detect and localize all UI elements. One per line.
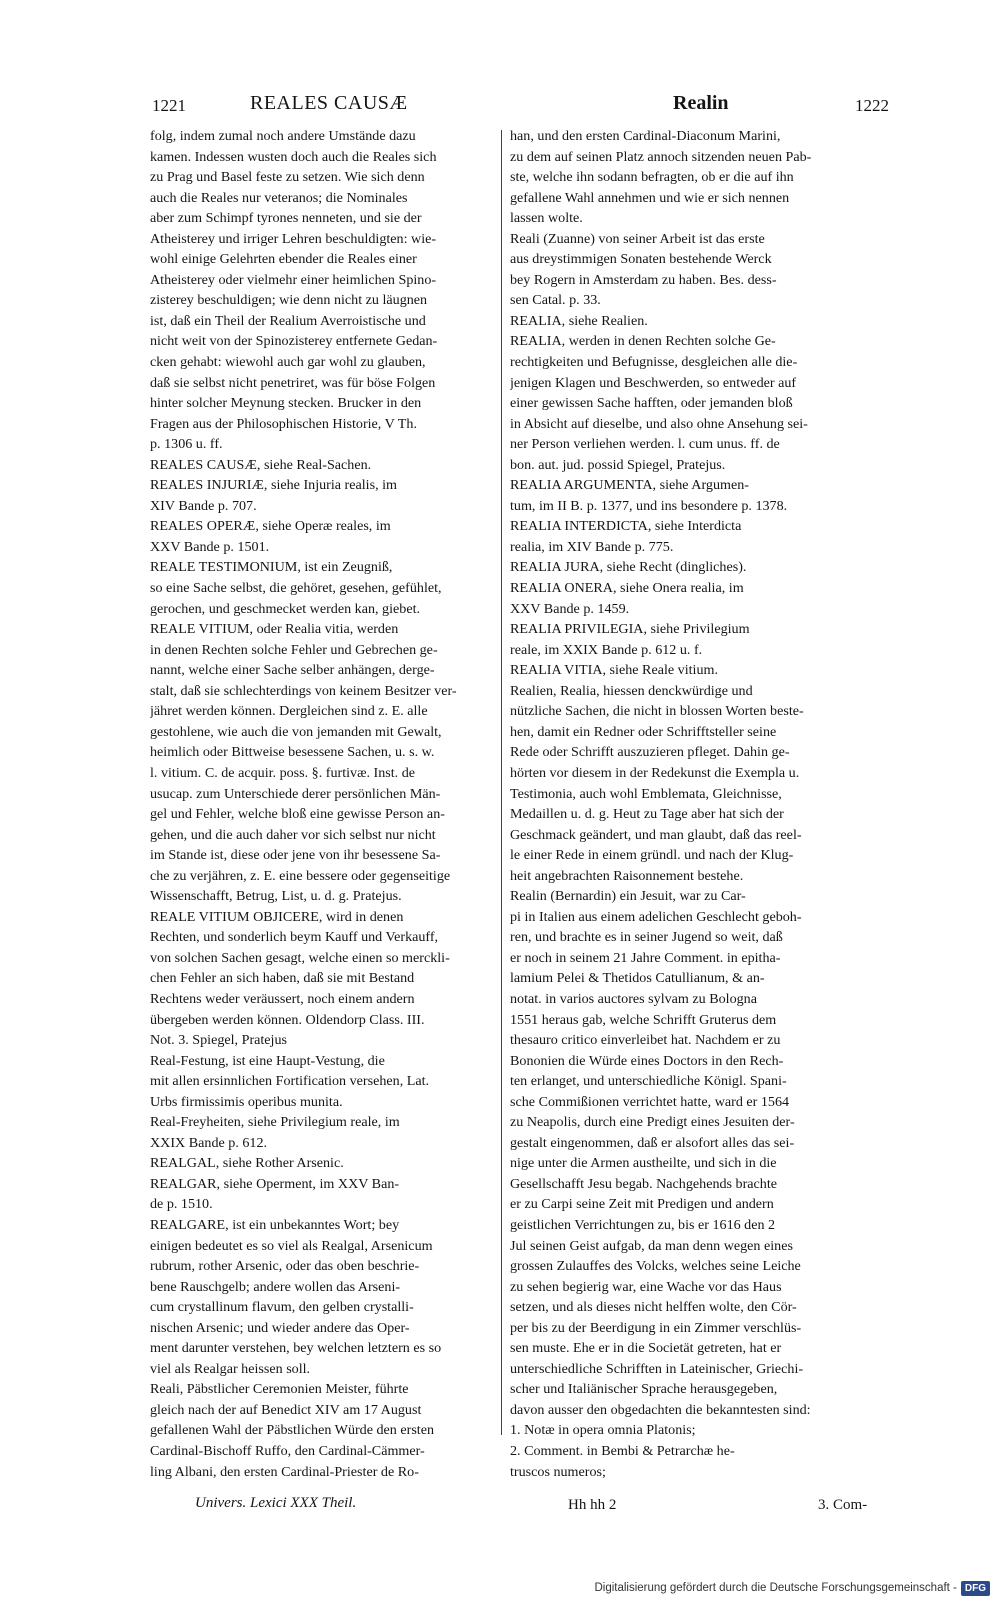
text-line: de p. 1510. [150, 1196, 213, 1213]
text-line: geistlichen Verrichtungen zu, bis er 1616 den 2 [510, 1216, 776, 1233]
text-line: Medaillen u. d. g. Heut zu Tage aber hat sich der [510, 806, 784, 823]
text-line: zu sehen begierig war, eine Wache vor das Haus [510, 1278, 782, 1295]
text-line: grossen Zulauffes des Volcks, welches seine Leiche [510, 1258, 801, 1275]
text-line: REALE VITIUM OBJICERE, wird in denen [150, 908, 404, 925]
text-line: jenigen Klagen und Beschwerden, so entweder auf [510, 374, 797, 391]
text-line: Reali (Zuanne) von seiner Arbeit ist das erste [510, 230, 765, 247]
text-line: gefallene Wahl annehmen und wie er sich nennen [510, 189, 790, 206]
text-line: daß sie selbst nicht penetriret, was für böse Folgen [150, 374, 436, 391]
text-line: thesauro critico einverleibet hat. Nachdem er zu [510, 1032, 781, 1049]
text-line: usucap. zum Unterschiede derer persönlichen Män- [150, 785, 441, 802]
text-line: gefallenen Wahl der Päbstlichen Würde den ersten [150, 1422, 435, 1439]
column-divider [501, 130, 502, 1435]
text-line: hinter solcher Meynung stecken. Brucker in den [150, 395, 422, 412]
text-line: che zu verjähren, z. E. eine bessere oder gegenseitige [150, 867, 451, 884]
text-line: REALIA INTERDICTA, siehe Interdicta [510, 518, 742, 535]
text-line: chen Fehler an sich haben, daß sie mit Bestand [150, 970, 415, 987]
text-line: l. vitium. C. de acquir. poss. §. furtivæ. Inst. de [150, 764, 416, 781]
digitization-footer [594, 1577, 990, 1599]
text-line: Reali, Päbstlicher Ceremonien Meister, führte [150, 1381, 409, 1398]
text-line: p. 1306 u. ff. [150, 436, 223, 453]
text-line: REALIA VITIA, siehe Reale vitium. [510, 662, 718, 679]
text-line: sche Commißionen verrichtet hatte, ward er 1564 [510, 1093, 790, 1110]
text-line: nischen Arsenic; und wieder andere das Oper- [150, 1319, 410, 1336]
text-line: auch die Reales nur veteranos; die Nominales [150, 189, 408, 206]
text-line: Cardinal-Bischoff Ruffo, den Cardinal-Cämmer- [150, 1443, 425, 1459]
text-line: sen muste. Ehe er in die Societät getreten, hat er [510, 1340, 782, 1357]
catchword-volume: Univers. Lexici XXX Theil. [195, 1495, 357, 1511]
text-line: REALIA ARGUMENTA, siehe Argumen- [510, 477, 749, 494]
text-line: REALGAL, siehe Rother Arsenic. [150, 1155, 344, 1172]
page-number-left: 1221 [152, 96, 186, 115]
text-line: mit allen ersinnlichen Fortification versehen, Lat. [150, 1073, 430, 1090]
text-line: Realin (Bernardin) ein Jesuit, war zu Car- [510, 888, 746, 905]
page-number-right: 1222 [855, 96, 889, 115]
text-line: bene Rauschgelb; andere wollen das Arseni- [150, 1278, 401, 1295]
page-header [148, 86, 893, 126]
text-line: nige unter die Armen austheilte, und sich in die [510, 1155, 777, 1172]
text-line: Rechten, und sonderlich beym Kauff und Verkauff, [150, 929, 439, 946]
text-line: Atheisterey und irriger Lehren beschuldigten: wie- [150, 230, 437, 247]
text-line: REALES OPERÆ, siehe Operæ reales, im [150, 518, 391, 535]
text-line: REALIA, werden in denen Rechten solche Ge- [510, 333, 776, 350]
text-line: in denen Rechten solche Fehler und Gebrechen ge- [150, 641, 438, 658]
text-line: 1551 heraus gab, welche Schrifft Gruterus dem [510, 1011, 777, 1028]
text-line: einer gewissen Sache hafften, oder jemanden bloß [510, 395, 793, 412]
custos-word: 3. Com- [818, 1497, 868, 1513]
text-line: ren, und brachte es in seiner Jugend so weit, daß [510, 929, 783, 946]
text-line: Gesellschafft Jesu begab. Nachgehends brachte [510, 1175, 778, 1192]
left-text-column [150, 126, 500, 1482]
text-line: lamium Pelei & Thetidos Catullianum, & an- [510, 970, 765, 987]
text-line: rubrum, rother Arsenic, oder das oben beschrie- [150, 1258, 420, 1275]
text-line: Rede oder Schrifft auszuzieren pfleget. Dahin ge- [510, 744, 790, 761]
text-line: REALE VITIUM, oder Realia vitia, werden [150, 621, 399, 638]
text-line: nützliche Sachen, die nicht in blossen Worten beste- [510, 703, 804, 720]
right-text-column [510, 126, 878, 1482]
text-line: cum crystallinum flavum, den gelben crystalli- [150, 1299, 414, 1316]
text-line: aus dreystimmigen Sonaten bestehende Werck [510, 251, 772, 268]
text-line: REALIA ONERA, siehe Onera realia, im [510, 580, 744, 597]
text-line: XXV Bande p. 1459. [510, 600, 630, 617]
text-line: wohl einige Gelehrten ebender die Reales einer [150, 251, 417, 268]
text-line: XXV Bande p. 1501. [150, 538, 270, 555]
text-line: setzen, und als dieses nicht helffen wolte, den Cör- [510, 1299, 797, 1316]
text-line: Bononien die Würde eines Doctors in den Rech- [510, 1052, 784, 1069]
text-line: ling Albani, den ersten Cardinal-Priester de Ro- [150, 1463, 419, 1480]
text-line: hörten vor diesem in der Redekunst die Exempla u. [510, 764, 800, 781]
running-title-left: REALES CAUSÆ [250, 92, 408, 114]
text-line: davon ausser den obgedachten die bekanntesten sind: [510, 1401, 811, 1418]
text-line: bey Rogern in Amsterdam zu haben. Bes. dess- [510, 271, 777, 288]
text-line: reale, im XXIX Bande p. 612 u. f. [510, 641, 703, 658]
text-line: XIV Bande p. 707. [150, 497, 257, 514]
text-line: Wissenschafft, Betrug, List, u. d. g. Pratejus. [150, 888, 402, 905]
text-line: aber zum Schimpf tyrones nenneten, und sie der [150, 210, 422, 227]
text-line: er zu Carpi seine Zeit mit Predigen und andern [510, 1196, 774, 1213]
text-line: heit angebrachten Raisonnement bestehe. [510, 867, 744, 884]
text-line: ner Person verliehen werden. l. cum unus. ff. de [510, 436, 780, 453]
text-line: REALIA PRIVILEGIA, siehe Privilegium [510, 621, 750, 638]
text-line: REALGARE, ist ein unbekanntes Wort; bey [150, 1216, 400, 1233]
footer-credit: Digitalisierung gefördert durch die Deutsche Forschungsgemeinschaft - [594, 1582, 957, 1594]
text-line: Not. 3. Spiegel, Pratejus [150, 1032, 288, 1049]
text-line: nicht weit von der Spinozisterey entfernete Gedan- [150, 333, 438, 350]
text-line: realia, im XIV Bande p. 775. [510, 538, 674, 555]
text-line: REALES CAUSÆ, siehe Real-Sachen. [150, 456, 372, 473]
text-line: Realien, Realia, hiessen denckwürdige und [510, 682, 753, 699]
text-line: nannt, welche einer Sache selber anhängen, derge- [150, 662, 435, 679]
text-line: kamen. Indessen wusten doch auch die Reales sich [150, 148, 437, 165]
text-line: han, und den ersten Cardinal-Diaconum Marini, [510, 128, 781, 144]
text-line: truscos numeros; [510, 1463, 606, 1480]
text-line: ment darunter verstehen, bey welchen letztern es so [150, 1340, 442, 1357]
text-line: gel und Fehler, welche bloß eine gewisse Person an- [150, 806, 445, 823]
text-line: übergeben werden können. Oldendorp Class. III. [150, 1011, 425, 1028]
text-line: Geschmack geändert, und man glaubt, daß das reel- [510, 826, 802, 843]
text-line: sen Catal. p. 33. [510, 292, 601, 309]
text-line: 2. Comment. in Bembi & Petrarchæ he- [510, 1443, 735, 1459]
text-line: von solchen Sachen gesagt, welche einen so merckli- [150, 949, 450, 966]
text-line: pi in Italien aus einem adelichen Geschlecht geboh- [510, 908, 802, 925]
text-line: per bis zu der Beerdigung in ein Zimmer verschlüs- [510, 1319, 802, 1336]
text-line: notat. in varios auctores sylvam zu Bologna [510, 990, 757, 1007]
text-line: Rechtens weder veräussert, noch einem andern [150, 990, 415, 1007]
text-line: so eine Sache selbst, die gehöret, gesehen, gefühlet, [150, 580, 442, 597]
text-line: Urbs firmissimis operibus munita. [150, 1093, 343, 1110]
text-line: hen, damit ein Redner oder Schrifftsteller seine [510, 723, 777, 740]
text-line: einigen bedeutet es so viel als Realgal, Arsenicum [150, 1237, 433, 1254]
signature-mark: Hh hh 2 [568, 1497, 617, 1513]
text-line: gestalt eingenommen, daß er alsofort alles das sei- [510, 1134, 795, 1151]
text-line: bon. aut. jud. possid Spiegel, Pratejus. [510, 456, 726, 473]
text-line: viel als Realgar heissen soll. [150, 1360, 311, 1377]
text-line: zu dem auf seinen Platz annoch sitzenden neuen Pab- [510, 148, 812, 165]
text-line: gleich nach der auf Benedict XIV am 17 August [150, 1401, 422, 1418]
text-line: Real-Festung, ist eine Haupt-Vestung, die [150, 1052, 385, 1069]
text-line: cken gehabt: wiewohl auch gar wohl zu glauben, [150, 354, 426, 371]
text-line: REALGAR, siehe Operment, im XXV Ban- [150, 1175, 400, 1192]
text-line: jähret werden können. Dergleichen sind z. E. alle [150, 703, 428, 720]
text-line: folg, indem zumal noch andere Umstände dazu [150, 128, 416, 144]
text-line: zu Prag und Basel feste zu setzen. Wie sich denn [150, 169, 425, 186]
text-line: heimlich oder Bittweise besessene Sachen, u. s. w. [150, 744, 435, 761]
text-line: gerochen, und geschmecket werden kan, giebet. [150, 600, 421, 617]
text-line: ten erlanget, und unterschiedliche Königl. Spani- [510, 1073, 787, 1090]
text-line: lassen wolte. [510, 210, 583, 227]
text-line: REALES INJURIÆ, siehe Injuria realis, im [150, 477, 397, 494]
text-line: unterschiedliche Schrifften in Lateinischer, Griechi- [510, 1360, 804, 1377]
text-line: REALE TESTIMONIUM, ist ein Zeugniß, [150, 559, 393, 576]
running-title-right: Realin [673, 92, 729, 114]
text-line: Fragen aus der Philosophischen Historie, V Th. [150, 415, 417, 432]
text-line: zisterey beschuldigen; wie denn nicht zu läugnen [150, 292, 428, 309]
text-line: scher und Italiänischer Sprache herausgegeben, [510, 1381, 778, 1398]
text-line: ist, daß ein Theil der Realium Averroistische und [150, 312, 426, 329]
text-line: in Absicht auf dieselbe, und also ohne Ansehung sei- [510, 415, 808, 432]
text-line: le einer Rede in einem gründl. und nach der Klug- [510, 847, 794, 864]
text-line: Testimonia, auch wohl Emblemata, Gleichnisse, [510, 785, 782, 802]
text-line: rechtigkeiten und Befugnisse, desgleichen alle die- [510, 354, 798, 371]
text-line: er noch in seinem 21 Jahre Comment. in epitha- [510, 949, 781, 966]
dfg-logo: DFG [961, 1581, 990, 1596]
text-line: gehen, und die auch daher vor sich selbst nur nicht [150, 826, 436, 843]
text-line: zu Neapolis, durch eine Predigt eines Jesuiten der- [510, 1114, 795, 1131]
text-line: stalt, daß sie schlechterdings von keinem Besitzer ver- [150, 682, 457, 699]
text-line: REALIA JURA, siehe Recht (dingliches). [510, 559, 747, 576]
text-line: 1. Notæ in opera omnia Platonis; [510, 1422, 696, 1439]
text-line: XXIX Bande p. 612. [150, 1134, 268, 1151]
text-line: Atheisterey oder vielmehr einer heimlichen Spino- [150, 271, 437, 288]
text-line: ste, welche ihn sodann befragten, ob er die auf ihn [510, 169, 794, 186]
text-line: gestohlene, wie auch die von jemanden mit Gewalt, [150, 723, 442, 740]
text-line: Jul seinen Geist aufgab, da man denn wegen eines [510, 1237, 793, 1254]
text-line: tum, im II B. p. 1377, und ins besondere p. 1378. [510, 497, 788, 514]
text-line: REALIA, siehe Realien. [510, 312, 648, 329]
text-line: Real-Freyheiten, siehe Privilegium reale, im [150, 1114, 400, 1131]
text-line: im Stande ist, diese oder jene von ihr besessene Sa- [150, 847, 441, 864]
